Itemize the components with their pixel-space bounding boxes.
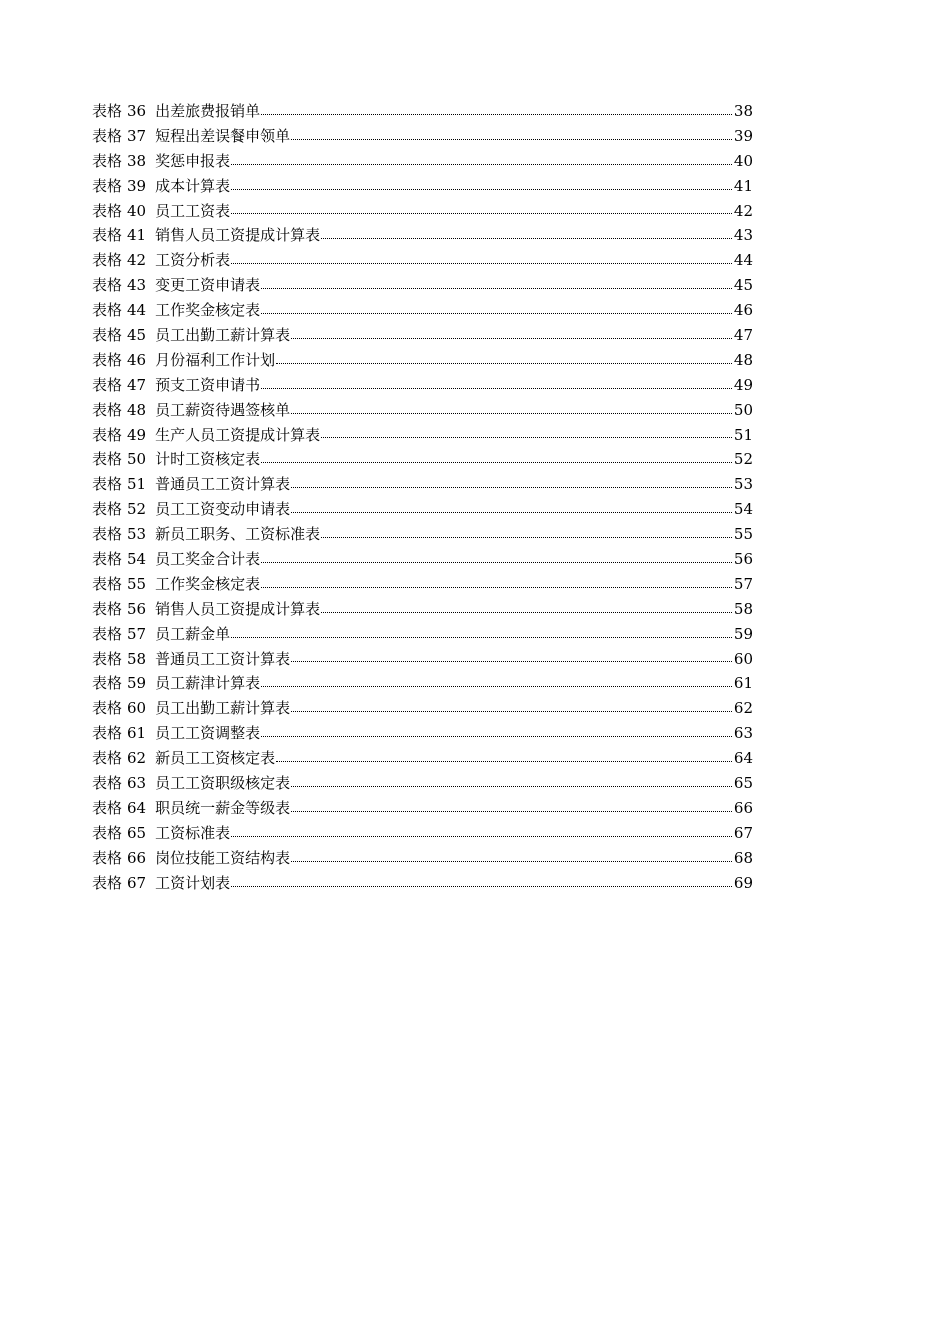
toc-entry-title: 新员工职务、工资标准表 <box>155 525 321 544</box>
toc-dot-leader <box>231 835 732 837</box>
toc-entry[interactable] <box>92 373 753 398</box>
toc-entry-page-number: 65 <box>733 774 753 793</box>
toc-entry-label: 表格 <box>92 624 123 643</box>
toc-entry-number: 53 <box>127 525 147 544</box>
toc-entry-number: 45 <box>127 326 147 345</box>
toc-entry-number: 40 <box>127 201 147 220</box>
toc-dot-leader <box>276 362 732 364</box>
toc-entry-title: 普通员工工资计算表 <box>155 475 291 494</box>
toc-entry-label: 表格 <box>92 425 123 444</box>
toc-entry[interactable] <box>92 348 753 373</box>
toc-dot-leader <box>291 337 732 339</box>
toc-entry-label: 表格 <box>92 400 123 419</box>
toc-entry-title: 预支工资申请书 <box>155 375 261 394</box>
toc-dot-leader <box>291 710 732 712</box>
toc-dot-leader <box>291 412 732 414</box>
toc-entry-title: 员工薪津计算表 <box>155 674 261 693</box>
toc-entry-title: 工资计划表 <box>155 873 231 892</box>
toc-entry-label: 表格 <box>92 251 123 270</box>
toc-dot-leader <box>231 262 732 264</box>
toc-entry-number: 67 <box>127 873 147 892</box>
toc-entry-label: 表格 <box>92 176 123 195</box>
toc-entry-number: 55 <box>127 574 147 593</box>
toc-entry[interactable] <box>92 223 753 248</box>
toc-entry-label: 表格 <box>92 599 123 618</box>
toc-entry[interactable] <box>92 871 753 896</box>
toc-entry-title: 员工工资表 <box>155 201 231 220</box>
toc-entry-title: 岗位技能工资结构表 <box>155 848 291 867</box>
toc-entry-number: 65 <box>127 823 147 842</box>
toc-entry[interactable] <box>92 149 753 174</box>
toc-entry-page-number: 58 <box>733 599 753 618</box>
toc-entry[interactable] <box>92 199 753 224</box>
toc-entry-page-number: 47 <box>733 326 753 345</box>
toc-entry-label: 表格 <box>92 326 123 345</box>
toc-entry[interactable] <box>92 99 753 124</box>
toc-entry[interactable] <box>92 647 753 672</box>
toc-entry[interactable] <box>92 597 753 622</box>
toc-dot-leader <box>261 287 732 289</box>
toc-entry-title: 销售人员工资提成计算表 <box>155 226 321 245</box>
toc-entry-page-number: 57 <box>733 574 753 593</box>
toc-entry-label: 表格 <box>92 475 123 494</box>
toc-entry-title: 工作奖金核定表 <box>155 574 261 593</box>
toc-entry[interactable] <box>92 572 753 597</box>
toc-entry-label: 表格 <box>92 724 123 743</box>
toc-entry-label: 表格 <box>92 873 123 892</box>
toc-entry-label: 表格 <box>92 823 123 842</box>
toc-entry-label: 表格 <box>92 301 123 320</box>
toc-entry[interactable] <box>92 746 753 771</box>
toc-entry-title: 职员统一薪金等级表 <box>155 798 291 817</box>
toc-entry-label: 表格 <box>92 525 123 544</box>
toc-entry[interactable] <box>92 696 753 721</box>
toc-entry-number: 66 <box>127 848 147 867</box>
toc-entry-page-number: 54 <box>733 500 753 519</box>
toc-entry-number: 42 <box>127 251 147 270</box>
toc-entry-number: 46 <box>127 350 147 369</box>
toc-entry-number: 51 <box>127 475 147 494</box>
toc-entry[interactable] <box>92 323 753 348</box>
toc-entry-label: 表格 <box>92 674 123 693</box>
toc-entry-title: 员工工资变动申请表 <box>155 500 291 519</box>
toc-entry-number: 48 <box>127 400 147 419</box>
toc-entry-number: 61 <box>127 724 147 743</box>
toc-entry-number: 36 <box>127 102 147 120</box>
toc-entry-number: 47 <box>127 375 147 394</box>
toc-entry-title: 员工薪金单 <box>155 624 231 643</box>
toc-entry-title: 普通员工工资计算表 <box>155 649 291 668</box>
toc-entry-page-number: 49 <box>733 375 753 394</box>
toc-entry-number: 49 <box>127 425 147 444</box>
toc-entry-page-number: 39 <box>733 126 753 145</box>
toc-entry-label: 表格 <box>92 151 123 170</box>
toc-entry-title: 工资分析表 <box>155 251 231 270</box>
toc-entry-label: 表格 <box>92 226 123 245</box>
toc-entry-page-number: 41 <box>733 176 753 195</box>
toc-entry-number: 41 <box>127 226 147 245</box>
toc-entry-label: 表格 <box>92 699 123 718</box>
toc-entry-number: 39 <box>127 176 147 195</box>
toc-entry-page-number: 67 <box>733 823 753 842</box>
toc-dot-leader <box>321 237 732 239</box>
toc-entry-page-number: 50 <box>733 400 753 419</box>
toc-dot-leader <box>261 586 732 588</box>
toc-entry-label: 表格 <box>92 375 123 394</box>
toc-entry-number: 62 <box>127 749 147 768</box>
toc-dot-leader <box>261 312 732 314</box>
toc-dot-leader <box>231 212 732 214</box>
toc-entry[interactable] <box>92 821 753 846</box>
toc-entry-page-number: 66 <box>733 798 753 817</box>
toc-entry-label: 表格 <box>92 126 123 145</box>
toc-dot-leader <box>261 561 732 563</box>
toc-entry-page-number: 61 <box>733 674 753 693</box>
toc-entry-number: 58 <box>127 649 147 668</box>
toc-entry[interactable] <box>92 771 753 796</box>
toc-entry[interactable] <box>92 497 753 522</box>
toc-entry[interactable] <box>92 273 753 298</box>
toc-dot-leader <box>321 611 732 613</box>
toc-entry-label: 表格 <box>92 276 123 295</box>
toc-entry-number: 38 <box>127 151 147 170</box>
toc-entry-title: 员工出勤工薪计算表 <box>155 326 291 345</box>
toc-entry-title: 月份福利工作计划 <box>155 350 276 369</box>
toc-entry[interactable] <box>92 124 753 149</box>
toc-entry-title: 销售人员工资提成计算表 <box>155 599 321 618</box>
toc-entry-label: 表格 <box>92 500 123 519</box>
toc-dot-leader <box>291 511 732 513</box>
toc-entry-label: 表格 <box>92 848 123 867</box>
toc-dot-leader <box>261 387 732 389</box>
toc-entry-label: 表格 <box>92 450 123 469</box>
toc-entry-page-number: 69 <box>733 873 753 892</box>
toc-entry[interactable] <box>92 721 753 746</box>
toc-entry-page-number: 42 <box>733 201 753 220</box>
toc-entry-number: 50 <box>127 450 147 469</box>
toc-entry-title: 成本计算表 <box>155 176 231 195</box>
toc-entry[interactable] <box>92 248 753 273</box>
toc-entry-number: 37 <box>127 126 147 145</box>
toc-entry-title: 员工出勤工薪计算表 <box>155 699 291 718</box>
toc-dot-leader <box>231 188 732 190</box>
toc-entry-label: 表格 <box>92 574 123 593</box>
toc-entry-page-number: 68 <box>733 848 753 867</box>
toc-entry-label: 表格 <box>92 649 123 668</box>
toc-entry-page-number: 59 <box>733 624 753 643</box>
toc-entry-title: 奖惩申报表 <box>155 151 231 170</box>
toc-entry-number: 63 <box>127 774 147 793</box>
toc-entry-title: 员工工资职级核定表 <box>155 774 291 793</box>
toc-entry-number: 56 <box>127 599 147 618</box>
toc-entry[interactable] <box>92 622 753 647</box>
toc-entry-number: 60 <box>127 699 147 718</box>
toc-entry-page-number: 55 <box>733 525 753 544</box>
toc-entry-number: 52 <box>127 500 147 519</box>
toc-entry[interactable] <box>92 796 753 821</box>
toc-entry[interactable] <box>92 846 753 871</box>
toc-entry-title: 工作奖金核定表 <box>155 301 261 320</box>
toc-entry-number: 64 <box>127 798 147 817</box>
toc-entry-page-number: 44 <box>733 251 753 270</box>
toc-entry-page-number: 48 <box>733 350 753 369</box>
toc-entry-page-number: 45 <box>733 276 753 295</box>
toc-entry-title: 工资标准表 <box>155 823 231 842</box>
toc-entry-label: 表格 <box>92 550 123 569</box>
toc-dot-leader <box>291 810 732 812</box>
toc-entry-page-number: 62 <box>733 699 753 718</box>
toc-entry-page-number: 63 <box>733 724 753 743</box>
toc-entry[interactable] <box>92 398 753 423</box>
toc-entry-number: 44 <box>127 301 147 320</box>
table-of-contents <box>92 99 753 896</box>
toc-entry-title: 员工薪资待遇签核单 <box>155 400 291 419</box>
toc-entry-page-number: 53 <box>733 475 753 494</box>
toc-entry-title: 新员工工资核定表 <box>155 749 276 768</box>
toc-entry[interactable] <box>92 472 753 497</box>
toc-entry-title: 变更工资申请表 <box>155 276 261 295</box>
toc-entry-page-number: 60 <box>733 649 753 668</box>
toc-entry[interactable] <box>92 174 753 199</box>
toc-entry-page-number: 46 <box>733 301 753 320</box>
toc-entry[interactable] <box>92 547 753 572</box>
toc-entry-page-number: 64 <box>733 749 753 768</box>
toc-dot-leader <box>291 660 732 662</box>
toc-entry[interactable] <box>92 671 753 696</box>
toc-entry-title: 员工工资调整表 <box>155 724 261 743</box>
toc-dot-leader <box>261 113 732 115</box>
toc-entry-label: 表格 <box>92 749 123 768</box>
toc-entry-page-number: 43 <box>733 226 753 245</box>
toc-dot-leader <box>261 461 732 463</box>
toc-entry-label: 表格 <box>92 774 123 793</box>
toc-dot-leader <box>261 685 732 687</box>
toc-entry-label: 表格 <box>92 798 123 817</box>
toc-dot-leader <box>231 885 732 887</box>
toc-dot-leader <box>231 636 732 638</box>
toc-entry[interactable] <box>92 447 753 472</box>
toc-entry-title: 生产人员工资提成计算表 <box>155 425 321 444</box>
toc-entry[interactable] <box>92 423 753 448</box>
toc-entry-page-number: 52 <box>733 450 753 469</box>
toc-entry-title: 短程出差误餐申领单 <box>155 126 291 145</box>
toc-entry-number: 54 <box>127 550 147 569</box>
toc-dot-leader <box>321 536 732 538</box>
toc-entry[interactable] <box>92 522 753 547</box>
toc-entry-label: 表格 <box>92 102 123 120</box>
toc-dot-leader <box>261 735 732 737</box>
toc-entry-page-number: 56 <box>733 550 753 569</box>
toc-dot-leader <box>321 436 732 438</box>
toc-entry[interactable] <box>92 298 753 323</box>
toc-dot-leader <box>291 486 732 488</box>
toc-dot-leader <box>291 785 732 787</box>
toc-dot-leader <box>231 163 732 165</box>
toc-entry-label: 表格 <box>92 350 123 369</box>
toc-entry-title: 计时工资核定表 <box>155 450 261 469</box>
toc-entry-page-number: 51 <box>733 425 753 444</box>
toc-entry-title: 员工奖金合计表 <box>155 550 261 569</box>
toc-entry-page-number: 40 <box>733 151 753 170</box>
toc-entry-page-number: 38 <box>733 102 753 120</box>
toc-dot-leader <box>291 138 732 140</box>
toc-entry-number: 43 <box>127 276 147 295</box>
toc-dot-leader <box>291 860 732 862</box>
toc-entry-label: 表格 <box>92 201 123 220</box>
toc-entry-title: 出差旅费报销单 <box>155 102 261 120</box>
toc-dot-leader <box>276 760 732 762</box>
toc-entry-number: 59 <box>127 674 147 693</box>
toc-entry-number: 57 <box>127 624 147 643</box>
